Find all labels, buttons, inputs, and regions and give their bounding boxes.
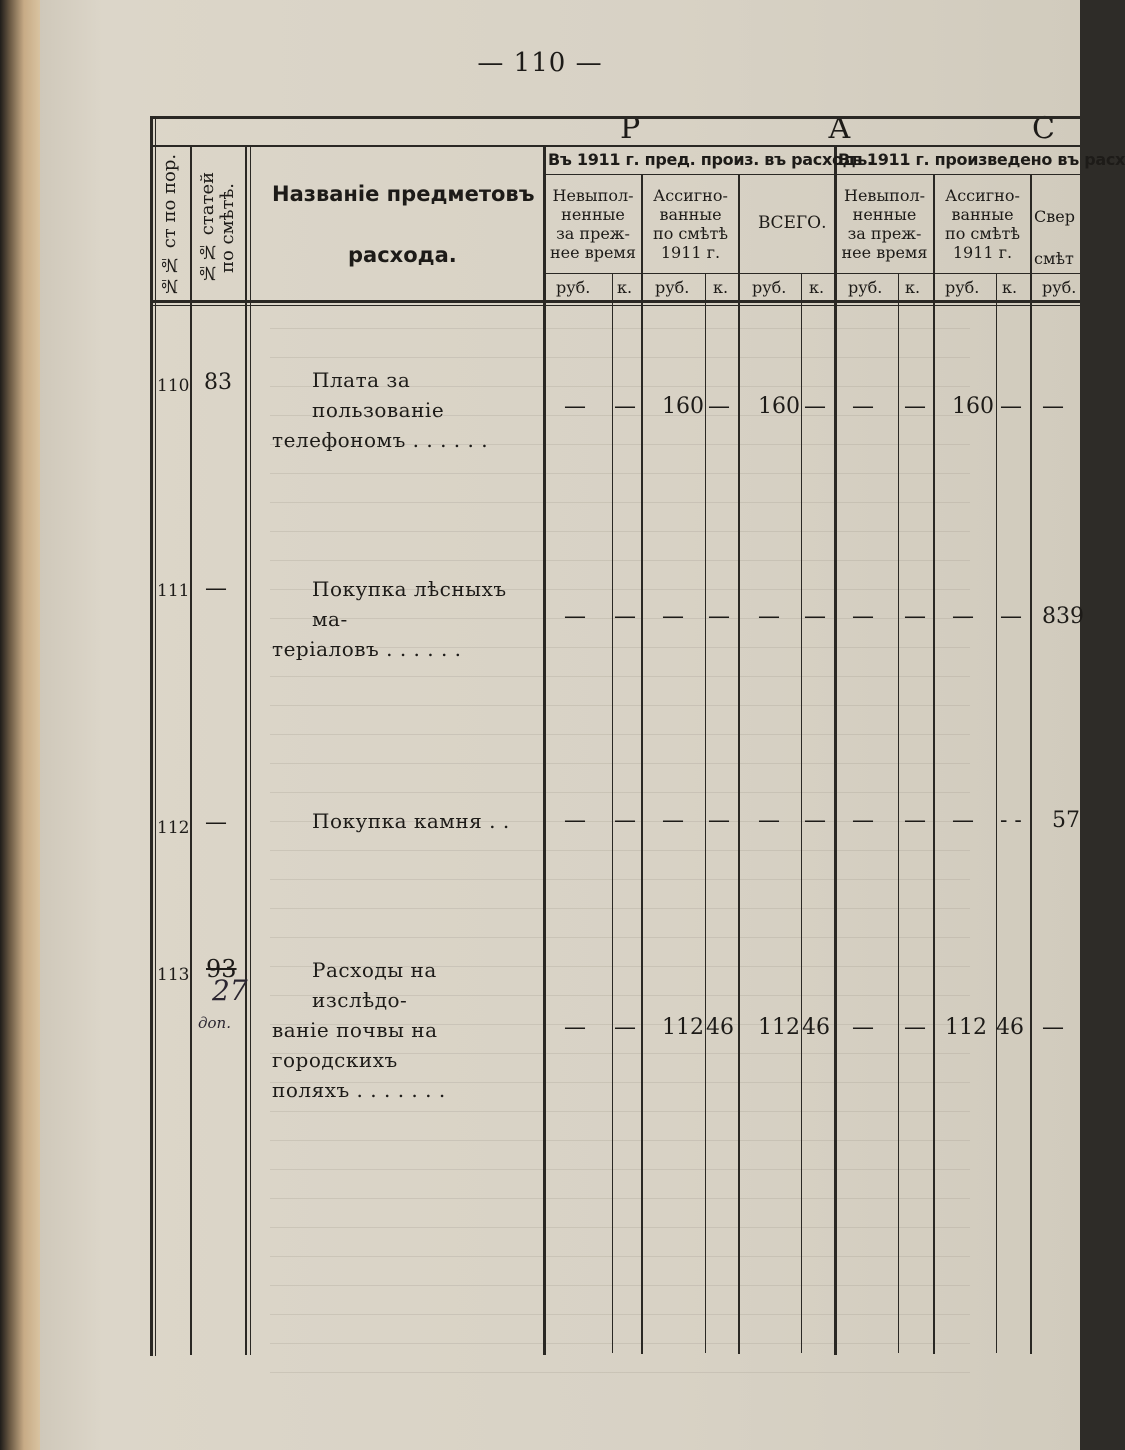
cell-actual-unfulfilled: — — [852, 604, 874, 629]
rule-planned-total-k — [801, 273, 802, 1353]
rule-planned-assigned — [641, 174, 643, 1354]
header-planned-assigned: Ассигно- ванные по смѣтѣ 1911 г. — [653, 186, 728, 262]
cell-actual-unfulfilled: — — [852, 394, 874, 419]
row-name: Плата за пользованiе телефономъ . . . . . . — [272, 368, 489, 452]
book-spine-edge — [0, 0, 40, 1450]
rule-header-bottom — [150, 300, 1080, 303]
cell-actual-unfulfilled-kop: — — [904, 808, 926, 833]
cell-actual-unfulfilled: — — [852, 808, 874, 833]
rule-above — [1030, 174, 1032, 1354]
cell-actual-assigned-kop: — — [1000, 394, 1022, 419]
rule-planned-assigned-k — [705, 273, 706, 1353]
page-number: — 110 — — [477, 48, 603, 78]
rule-top — [150, 116, 1080, 119]
row-article-handwritten: 27 — [212, 974, 248, 1007]
unit-rub: руб. — [1042, 278, 1077, 297]
cell-planned-assigned: 112 — [662, 1015, 704, 1040]
rule-letters — [150, 145, 1080, 147]
unit-rub: руб. — [752, 278, 787, 297]
rule-left-inner — [155, 116, 156, 1356]
row-article-handwritten-note: доп. — [198, 1014, 231, 1032]
header-name-line2: расхода. — [348, 243, 457, 267]
cell-planned-unfulfilled-kop: — — [614, 1015, 636, 1040]
row-order: 112 — [157, 818, 190, 838]
cell-planned-total-kop: — — [804, 604, 826, 629]
header-planned-total: ВСЕГО. — [758, 213, 827, 233]
rule-group — [545, 174, 1080, 175]
cell-planned-total: 160 — [758, 394, 800, 419]
cell-above: — — [1042, 394, 1064, 419]
bleed-through-texture — [270, 300, 970, 1380]
cell-actual-unfulfilled-kop: — — [904, 394, 926, 419]
cell-actual-unfulfilled-kop: — — [904, 604, 926, 629]
section-letter-a: А — [828, 111, 851, 146]
rule-planned-total — [738, 174, 740, 1354]
row-order: 113 — [157, 965, 190, 985]
header-name-line1: Названiе предметовъ — [272, 182, 535, 206]
cell-actual-assigned-kop: 46 — [996, 1015, 1024, 1040]
header-group-planned: Въ 1911 г. пред. произ. въ расходъ. — [548, 150, 873, 169]
cell-planned-unfulfilled: — — [564, 604, 586, 629]
cell-planned-total: — — [758, 604, 780, 629]
rule-actual-unf-k — [898, 273, 899, 1353]
cell-planned-total: 112 — [758, 1015, 800, 1040]
unit-rub: руб. — [655, 278, 690, 297]
rule-units — [545, 273, 1080, 274]
cell-planned-unfulfilled: — — [564, 808, 586, 833]
row-article: — — [205, 576, 227, 601]
row-name: Расходы на изслѣдо- ванiе почвы на городскихъ поляхъ . . . . . . . — [272, 958, 446, 1102]
unit-kop: к. — [905, 278, 921, 297]
unit-rub: руб. — [848, 278, 883, 297]
cell-above: — — [1042, 1015, 1064, 1040]
cell-planned-assigned-kop: — — [708, 808, 730, 833]
unit-kop: к. — [809, 278, 825, 297]
header-group-actual: Въ 1911 г. произведено въ расх — [838, 150, 1125, 169]
rule-col-order — [190, 145, 192, 1355]
cell-above: 57 — [1052, 808, 1080, 833]
cell-planned-unfulfilled: — — [564, 1015, 586, 1040]
cell-actual-assigned-kop: - - — [1000, 808, 1022, 833]
unit-kop: к. — [713, 278, 729, 297]
rule-col-name — [543, 145, 546, 1355]
cell-actual-assigned: 112 — [945, 1015, 987, 1040]
cell-planned-assigned-kop: 46 — [706, 1015, 734, 1040]
section-letter-s: С — [1032, 111, 1055, 146]
unit-kop: к. — [1002, 278, 1018, 297]
unit-rub: руб. — [556, 278, 591, 297]
row-article: 83 — [204, 370, 232, 395]
section-letter-r: Р — [620, 111, 641, 146]
row-order: 110 — [157, 376, 190, 396]
rule-col-article — [245, 145, 247, 1355]
rule-actual-assigned-k — [996, 273, 997, 1353]
rule-col-article-2 — [250, 145, 251, 1355]
cell-planned-total-kop: — — [804, 394, 826, 419]
cell-actual-assigned: 160 — [952, 394, 994, 419]
cell-planned-unfulfilled-kop: — — [614, 394, 636, 419]
cell-planned-unfulfilled: — — [564, 394, 586, 419]
header-above-estimate: Свер смѣт — [1034, 207, 1075, 268]
header-actual-assigned: Ассигно- ванные по смѣтѣ 1911 г. — [945, 186, 1020, 262]
cell-planned-assigned: — — [662, 604, 684, 629]
cell-actual-assigned: — — [952, 808, 974, 833]
header-articles: №№ статей по смѣтѣ. — [197, 171, 238, 284]
cell-above: 839 — [1042, 604, 1084, 629]
header-actual-unfulfilled: Невыпол- ненные за преж- нее время — [841, 186, 928, 262]
cell-planned-assigned-kop: — — [708, 604, 730, 629]
rule-left — [150, 116, 153, 1356]
row-name: Покупка камня . . — [312, 809, 510, 833]
cell-planned-unfulfilled-kop: — — [614, 808, 636, 833]
rule-actual-assigned — [933, 174, 935, 1354]
rule-planned-unf-k — [612, 273, 613, 1353]
row-article: 93 — [206, 955, 237, 983]
cell-planned-assigned: 160 — [662, 394, 704, 419]
cell-actual-unfulfilled-kop: — — [904, 1015, 926, 1040]
header-order: №№ ст по пор. — [159, 153, 180, 296]
cell-planned-assigned-kop: — — [708, 394, 730, 419]
cell-planned-total: — — [758, 808, 780, 833]
cell-actual-unfulfilled: — — [852, 1015, 874, 1040]
row-order: 111 — [157, 581, 190, 601]
cell-planned-assigned: — — [662, 808, 684, 833]
cell-planned-total-kop: — — [804, 808, 826, 833]
row-article: — — [205, 810, 227, 835]
cell-actual-assigned-kop: — — [1000, 604, 1022, 629]
unit-rub: руб. — [945, 278, 980, 297]
unit-kop: к. — [617, 278, 633, 297]
cell-actual-assigned: — — [952, 604, 974, 629]
rule-actual-group — [834, 145, 837, 1355]
header-planned-unfulfilled: Невыпол- ненные за преж- нее время — [550, 186, 636, 262]
cell-planned-unfulfilled-kop: — — [614, 604, 636, 629]
row-name: Покупка лѣсныхъ ма- терiаловъ . . . . . . — [272, 577, 507, 661]
rule-header-bottom-2 — [150, 305, 1080, 306]
cell-planned-total-kop: 46 — [802, 1015, 830, 1040]
